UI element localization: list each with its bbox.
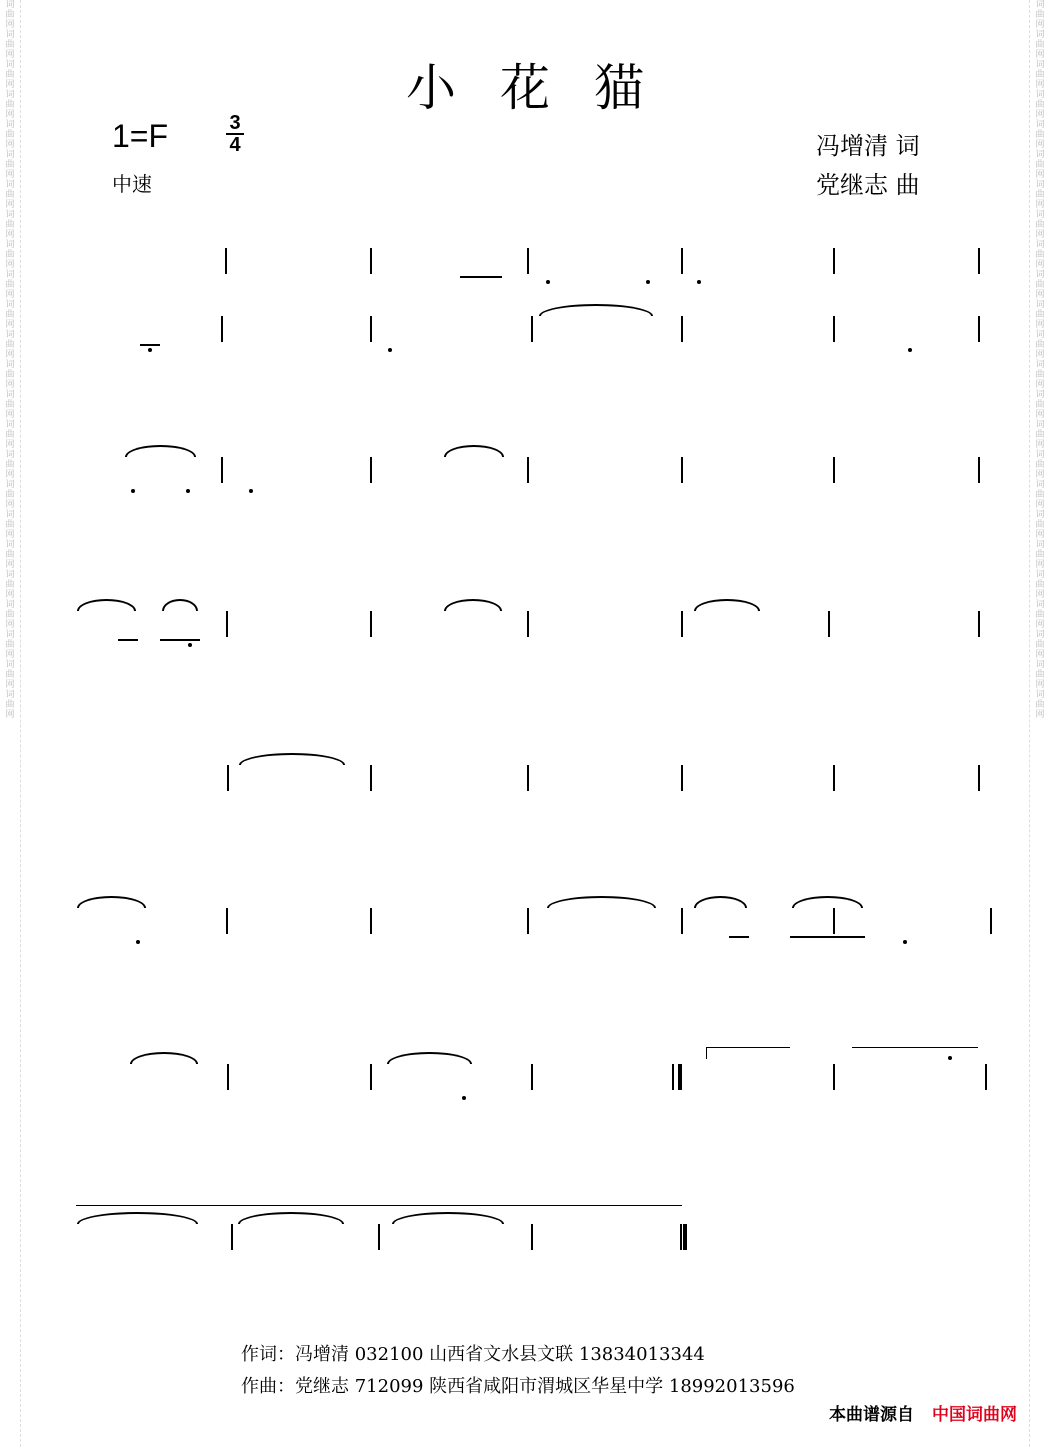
barline	[978, 611, 980, 637]
ending-bracket-hook	[706, 1047, 707, 1059]
barline	[681, 765, 683, 791]
tie-slur	[694, 896, 747, 908]
tie-slur	[238, 1212, 344, 1224]
source-label: 本曲谱源自	[829, 1405, 914, 1425]
barline	[833, 1064, 835, 1090]
barline	[226, 611, 228, 637]
barline	[370, 611, 372, 637]
side-watermark-right: 词曲网词曲网词曲网词曲网词曲网词曲网词曲网词曲网词曲网词曲网词曲网词曲网词曲网词曲网词曲网词曲网词曲网词曲网词曲网词曲网词曲网词曲网词曲网词曲网	[1035, 0, 1045, 720]
barline	[833, 457, 835, 483]
lower-octave-dot	[131, 489, 135, 493]
tie-slur	[792, 896, 863, 908]
tie-slur	[125, 445, 196, 457]
tie-slur	[539, 304, 653, 316]
barline	[370, 316, 372, 342]
tie-slur	[392, 1212, 504, 1224]
tie-slur	[444, 599, 502, 611]
barline	[227, 1064, 229, 1090]
eighth-underline	[140, 344, 160, 346]
composer-credit: 党继志 曲	[816, 171, 920, 199]
barline	[370, 248, 372, 274]
barline	[978, 316, 980, 342]
footer-composer-info: 作曲：党继志 712099 陕西省咸阳市渭城区华星中学 18992013596	[241, 1376, 795, 1397]
side-watermark-left: 词曲网词曲网词曲网词曲网词曲网词曲网词曲网词曲网词曲网词曲网词曲网词曲网词曲网词曲网词曲网词曲网词曲网词曲网词曲网词曲网词曲网词曲网词曲网词曲网	[5, 0, 15, 720]
barline	[378, 1224, 380, 1250]
tie-slur	[77, 599, 136, 611]
repeat-barline	[678, 1064, 682, 1090]
tie-slur	[444, 445, 504, 457]
footer-lyricist-info: 作词：冯增清 032100 山西省文水县文联 13834013344	[241, 1344, 705, 1365]
barline	[985, 1064, 987, 1090]
barline	[527, 765, 529, 791]
barline	[978, 765, 980, 791]
lyricist-credit: 冯增清 词	[816, 132, 920, 160]
barline	[978, 248, 980, 274]
barline	[681, 248, 683, 274]
barline	[527, 457, 529, 483]
lower-octave-dot	[908, 348, 912, 352]
tie-slur	[162, 599, 198, 611]
lower-octave-dot	[148, 348, 152, 352]
tie-slur	[130, 1052, 198, 1064]
upper-octave-dot	[948, 1056, 952, 1060]
barline	[370, 908, 372, 934]
tie-slur	[77, 1212, 198, 1224]
barline	[833, 316, 835, 342]
ending-bracket	[706, 1047, 790, 1048]
barline	[681, 457, 683, 483]
barline	[681, 611, 683, 637]
barline	[681, 316, 683, 342]
tie-slur	[77, 896, 146, 908]
eighth-underline	[790, 936, 865, 938]
lower-octave-dot	[388, 348, 392, 352]
page-title: 小花猫	[406, 59, 688, 117]
lower-octave-dot	[903, 940, 907, 944]
source-brand: 中国词曲网	[932, 1405, 1017, 1425]
final-barline	[683, 1224, 687, 1250]
eighth-underline	[729, 936, 749, 938]
tie-slur	[387, 1052, 472, 1064]
lower-octave-dot	[697, 280, 701, 284]
barline	[527, 611, 529, 637]
barline	[833, 765, 835, 791]
tie-slur	[547, 896, 656, 908]
time-signature	[225, 113, 245, 155]
time-signature-bottom: 4	[229, 134, 241, 156]
barline	[370, 1064, 372, 1090]
barline	[221, 457, 223, 483]
lower-octave-dot	[546, 280, 550, 284]
barline	[226, 908, 228, 934]
lower-octave-dot	[249, 489, 253, 493]
lower-octave-dot	[136, 940, 140, 944]
time-signature-top: 3	[229, 112, 241, 134]
barline	[527, 908, 529, 934]
barline	[531, 316, 533, 342]
tie-slur	[694, 599, 760, 611]
lower-octave-dot	[646, 280, 650, 284]
barline	[221, 316, 223, 342]
barline	[680, 1224, 682, 1250]
barline	[527, 248, 529, 274]
lower-octave-dot	[188, 643, 192, 647]
eighth-underline	[460, 276, 502, 278]
barline	[833, 248, 835, 274]
lower-octave-dot	[186, 489, 190, 493]
barline	[990, 908, 992, 934]
key-signature: 1=F	[112, 118, 169, 154]
eighth-underline	[160, 639, 200, 641]
barline	[681, 908, 683, 934]
tempo-marking: 中速	[112, 172, 152, 196]
ending-bracket	[852, 1047, 978, 1048]
barline	[531, 1064, 533, 1090]
barline	[978, 457, 980, 483]
barline	[225, 248, 227, 274]
barline	[231, 1224, 233, 1250]
barline	[227, 765, 229, 791]
tie-slur	[239, 753, 345, 765]
barline	[828, 611, 830, 637]
barline	[672, 1064, 674, 1090]
source-credit	[829, 1400, 1017, 1425]
barline	[833, 908, 835, 934]
eighth-underline	[118, 639, 138, 641]
barline	[531, 1224, 533, 1250]
barline	[370, 457, 372, 483]
lower-octave-dot	[462, 1096, 466, 1100]
ending-bracket-tail	[76, 1205, 682, 1206]
barline	[370, 765, 372, 791]
